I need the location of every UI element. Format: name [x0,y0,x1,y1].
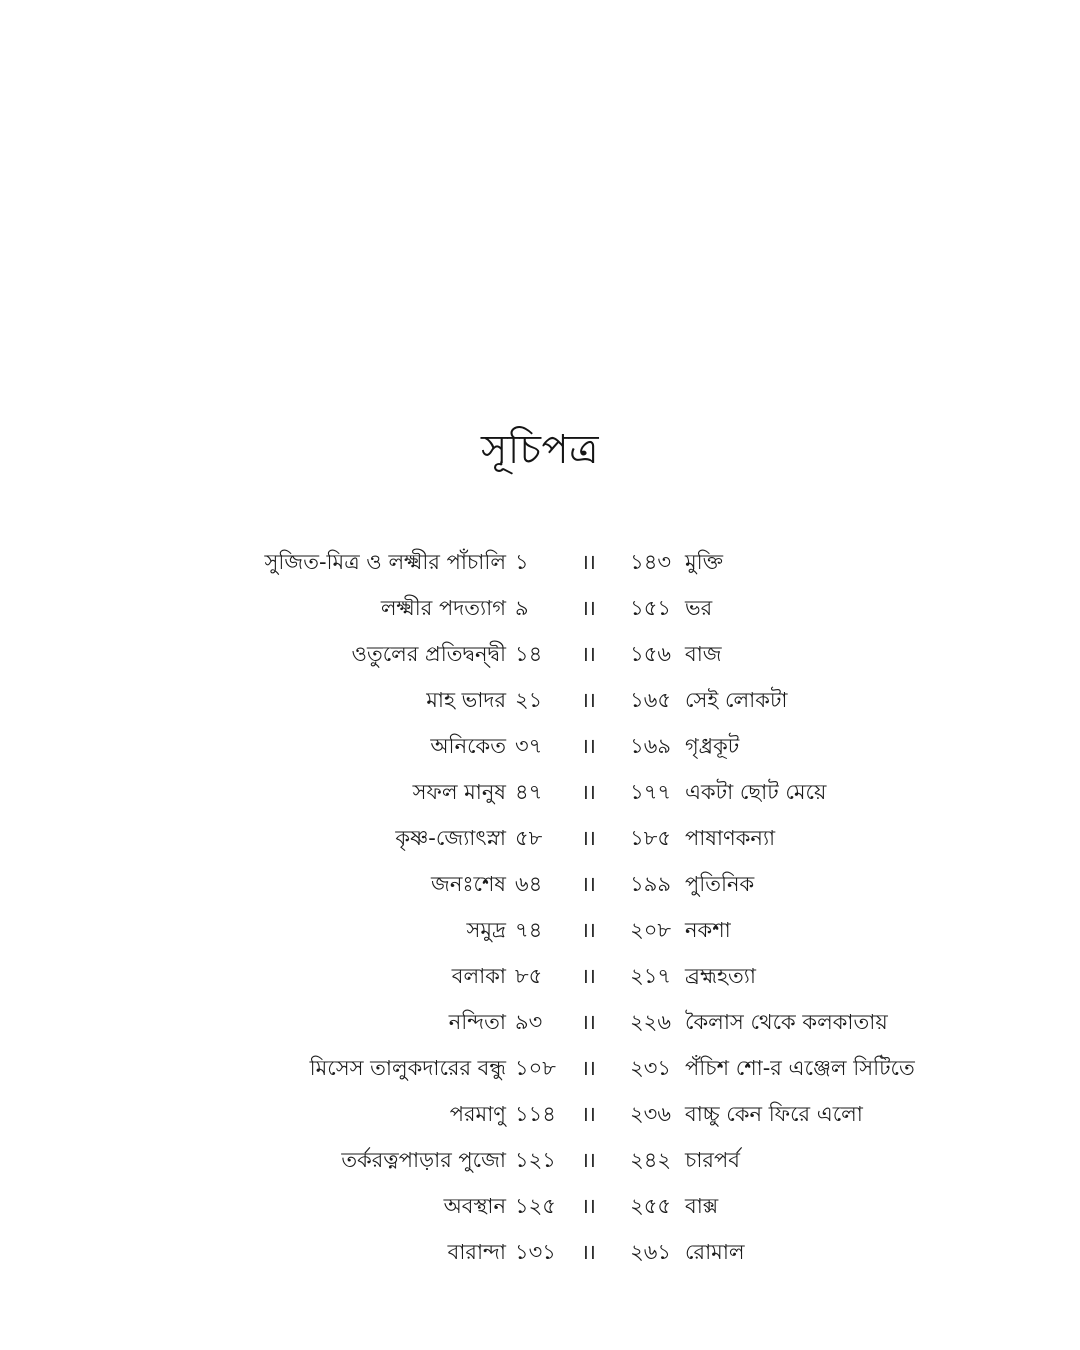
table-of-contents [0,540,1080,1276]
row-left-margin [0,586,86,632]
entry-title-left[interactable]: সুজিত-মিত্র ও লক্ষ্মীর পাঁচালি [264,549,506,574]
entry-page-right: ১৯৯ [630,871,671,896]
column-separator: ।। [581,733,595,758]
entry-title-left[interactable]: পরমাণু [449,1101,506,1126]
column-separator: ।। [581,963,595,988]
entry-page-left: ১ [515,549,529,574]
entry-page-right: ২৩১ [630,1055,671,1080]
table-row [0,1184,1080,1230]
table-row [0,954,1080,1000]
entry-title-right[interactable]: সেই লোকটা [685,687,788,712]
row-right-margin [1020,1184,1080,1230]
row-right-margin [1020,632,1080,678]
entry-page-left: ১২৫ [515,1193,556,1218]
entry-title-left[interactable]: লক্ষ্মীর পদত্যাগ [380,595,506,620]
column-separator: ।। [581,1009,595,1034]
toc-body [0,540,1080,1276]
entry-title-left[interactable]: কৃষ্ণ-জ্যোৎস্না [395,825,506,850]
entry-page-right: ২৩৬ [630,1101,671,1126]
entry-title-right[interactable]: নকশা [685,917,731,942]
entry-page-right: ২৫৫ [630,1193,671,1218]
row-left-margin [0,1230,86,1276]
table-row [0,724,1080,770]
table-row [0,1092,1080,1138]
entry-title-right[interactable]: বাচ্চু কেন ফিরে এলো [685,1101,863,1126]
row-right-margin [1020,954,1080,1000]
entry-page-left: ১৩১ [515,1239,556,1264]
row-left-margin [0,678,86,724]
entry-title-right[interactable]: পুতিনিক [685,871,755,896]
entry-page-left: ৯ [515,595,529,620]
row-right-margin [1020,816,1080,862]
entry-title-right[interactable]: কৈলাস থেকে কলকাতায় [685,1009,888,1034]
entry-page-left: ১০৮ [515,1055,556,1080]
row-left-margin [0,632,86,678]
entry-page-right: ২০৮ [630,917,671,942]
row-right-margin [1020,678,1080,724]
entry-title-left[interactable]: অনিকেত [430,733,506,758]
column-separator: ।। [581,1147,595,1172]
entry-page-right: ১৬৯ [630,733,671,758]
column-separator: ।। [581,549,595,574]
entry-title-right[interactable]: বাজ [685,641,722,666]
table-row [0,632,1080,678]
entry-title-right[interactable]: গৃধ্রকূট [685,733,740,758]
entry-page-right: ১৬৫ [630,687,671,712]
entry-page-left: ৮৫ [515,963,543,988]
entry-page-left: ১২১ [515,1147,556,1172]
column-separator: ।। [581,825,595,850]
entry-page-right: ২১৭ [630,963,671,988]
entry-page-left: ৭৪ [515,917,543,942]
entry-title-left[interactable]: তর্করত্নপাড়ার পুজো [341,1147,506,1172]
column-separator: ।। [581,687,595,712]
table-row [0,1046,1080,1092]
column-separator: ।। [581,779,595,804]
row-right-margin [1020,586,1080,632]
entry-title-left[interactable]: বলাকা [451,963,506,988]
entry-title-left[interactable]: সফল মানুষ [412,779,506,804]
table-row [0,1230,1080,1276]
row-left-margin [0,908,86,954]
row-right-margin [1020,770,1080,816]
entry-page-right: ১৮৫ [630,825,671,850]
entry-title-right[interactable]: পঁচিশ শো-র এঞ্জেল সিটিতে [685,1055,915,1080]
row-left-margin [0,862,86,908]
row-right-margin [1020,724,1080,770]
entry-title-right[interactable]: চারপর্ব [685,1147,740,1172]
entry-title-right[interactable]: মুক্তি [685,549,724,574]
column-separator: ।। [581,595,595,620]
entry-title-left[interactable]: ওতুলের প্রতিদ্বন্দ্বী [351,641,506,666]
entry-title-right[interactable]: রোমাল [685,1239,745,1264]
entry-title-left[interactable]: জনঃশেষ [431,871,506,896]
row-right-margin [1020,908,1080,954]
table-row [0,1138,1080,1184]
row-right-margin [1020,1230,1080,1276]
column-separator: ।। [581,1193,595,1218]
row-left-margin [0,1046,86,1092]
entry-title-right[interactable]: একটা ছোট মেয়ে [685,779,827,804]
entry-page-left: ২১ [515,687,543,712]
row-right-margin [1020,1092,1080,1138]
entry-title-right[interactable]: ব্রহ্মহত্যা [685,963,756,988]
row-right-margin [1020,1000,1080,1046]
column-separator: ।। [581,1055,595,1080]
row-left-margin [0,954,86,1000]
entry-page-right: ১৫৬ [630,641,671,666]
entry-page-left: ৫৮ [515,825,543,850]
entry-page-left: ৩৭ [515,733,543,758]
page-title: সূচিপত্র [481,427,599,473]
entry-page-right: ২৬১ [630,1239,671,1264]
entry-page-right: ২২৬ [630,1009,671,1034]
entry-title-left[interactable]: সমুদ্র [466,917,506,942]
row-left-margin [0,1184,86,1230]
entry-page-right: ১৭৭ [630,779,671,804]
table-row [0,1000,1080,1046]
entry-page-left: ৪৭ [515,779,543,804]
entry-title-right[interactable]: ভর [685,595,713,620]
column-separator: ।। [581,641,595,666]
table-row [0,816,1080,862]
table-row [0,908,1080,954]
table-row [0,586,1080,632]
row-right-margin [1020,1138,1080,1184]
table-row [0,678,1080,724]
entry-page-left: ১১৪ [515,1101,556,1126]
table-row [0,862,1080,908]
table-row [0,770,1080,816]
row-left-margin [0,540,86,586]
entry-title-left[interactable]: অবস্থান [443,1193,506,1218]
row-left-margin [0,1138,86,1184]
entry-title-left[interactable]: নন্দিতা [448,1009,506,1034]
column-separator: ।। [581,1239,595,1264]
row-left-margin [0,1000,86,1046]
column-separator: ।। [581,1101,595,1126]
column-separator: ।। [581,871,595,896]
table-row [0,540,1080,586]
entry-page-right: ২৪২ [630,1147,671,1172]
row-right-margin [1020,540,1080,586]
entry-page-left: ৯৩ [515,1009,543,1034]
entry-page-left: ৬৪ [515,871,543,896]
row-left-margin [0,1092,86,1138]
entry-page-left: ১৪ [515,641,543,666]
row-right-margin [1020,862,1080,908]
entry-page-right: ১৪৩ [630,549,671,574]
entry-title-right[interactable]: পাষাণকন্যা [685,825,776,850]
row-right-margin [1020,1046,1080,1092]
column-separator: ।। [581,917,595,942]
row-left-margin [0,724,86,770]
entry-title-left[interactable]: মিসেস তালুকদারের বন্ধু [309,1055,506,1080]
row-left-margin [0,770,86,816]
entry-title-left[interactable]: মাহ ভাদর [426,687,506,712]
entry-title-left[interactable]: বারান্দা [447,1239,506,1264]
row-left-margin [0,816,86,862]
entry-title-right[interactable]: বাক্স [685,1193,719,1218]
entry-page-right: ১৫১ [630,595,671,620]
